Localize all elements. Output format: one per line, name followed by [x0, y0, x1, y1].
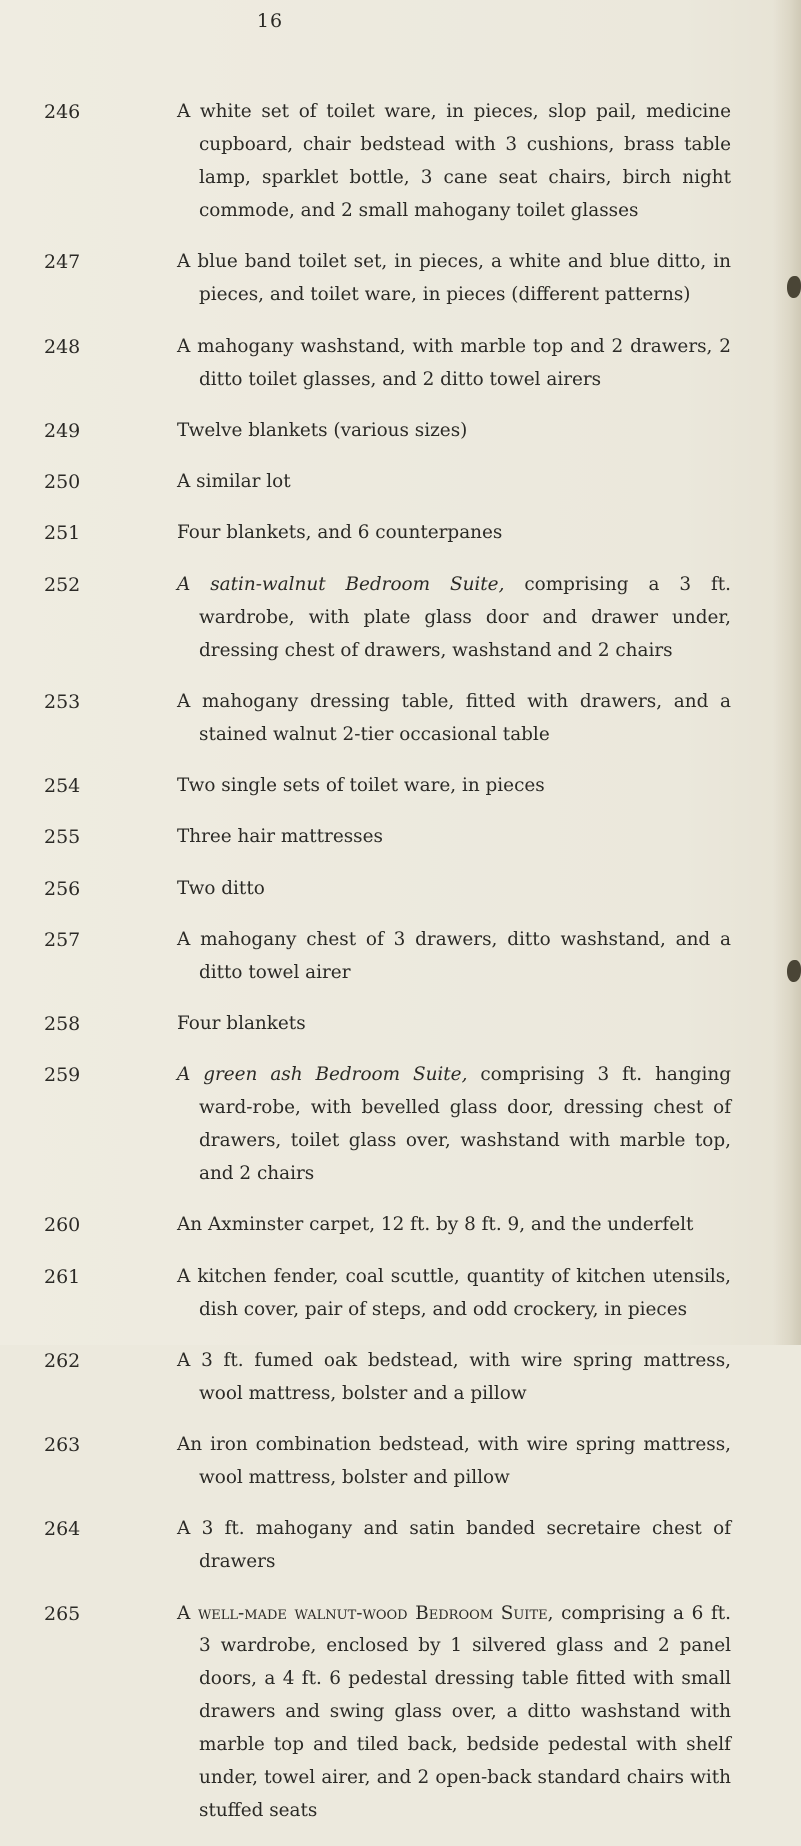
lot-number: 248 — [44, 335, 81, 358]
lot-number: 257 — [44, 928, 81, 951]
lot-number: 262 — [44, 1349, 81, 1372]
lot-number: 249 — [44, 419, 81, 442]
lot-number: 252 — [44, 573, 81, 596]
lot-text: comprising a 6 ft. 3 wardrobe, enclosed by 1 silvered glass and 2 panel doors, a 4 ft. 6 pedestal dressing table fitted with small drawers and swing glass over, a ditto washstand with marble top and tiled back, bedside pedestal with shelf under, towel airer, and 2 open-back standard chairs with stuffed seats — [199, 1602, 731, 1821]
lot-number: 265 — [44, 1602, 81, 1625]
lot-description — [177, 517, 731, 550]
lot-number: 247 — [44, 251, 81, 274]
lot-title-smallcaps: A well-made walnut-wood Bedroom Suite, — [177, 1602, 554, 1624]
lot-entry — [0, 1345, 780, 1411]
lot-description — [177, 246, 731, 312]
lot-entry — [0, 517, 780, 550]
lot-number: 263 — [44, 1434, 81, 1457]
lot-entry — [0, 246, 780, 312]
lot-text: Two single sets of toilet ware, in pieces — [177, 775, 545, 797]
lot-number: 254 — [44, 775, 81, 798]
lot-number: 251 — [44, 522, 81, 545]
lot-entry — [0, 466, 780, 499]
lot-number: 259 — [44, 1064, 81, 1087]
lot-description — [177, 1598, 731, 1828]
lot-text: Two ditto — [177, 877, 265, 899]
lot-description — [177, 873, 731, 906]
lot-number: 246 — [44, 101, 81, 124]
lot-title-italic: A satin-walnut Bedroom Suite, — [177, 573, 505, 595]
lot-description — [177, 1059, 731, 1191]
lot-entry — [0, 1598, 780, 1828]
lot-entry — [0, 686, 780, 752]
lot-description — [177, 1261, 731, 1327]
lot-text: An iron combination bedstead, with wire spring mattress, wool mattress, bolster and pillow — [177, 1434, 731, 1489]
lot-text: Four blankets — [177, 1013, 306, 1035]
lot-text: Three hair mattresses — [177, 826, 383, 848]
lot-description — [177, 1513, 731, 1579]
lot-description — [177, 1209, 731, 1242]
lot-text: A similar lot — [177, 471, 291, 493]
lot-number: 264 — [44, 1518, 81, 1541]
ink-blot — [787, 960, 801, 982]
lot-number: 256 — [44, 877, 81, 900]
lot-text: A white set of toilet ware, in pieces, slop pail, medicine cupboard, chair bedstead with 3 cushions, brass table lamp, sparklet bottle, 3 cane seat chairs, birch night commode, and 2 small mahogany toilet glasses — [177, 101, 731, 222]
lot-description — [177, 466, 731, 499]
lot-number: 260 — [44, 1214, 81, 1237]
lot-description — [177, 1008, 731, 1041]
lot-entry — [0, 415, 780, 448]
lot-entry — [0, 770, 780, 803]
ink-blot — [787, 276, 801, 298]
lot-text: A blue band toilet set, in pieces, a white and blue ditto, in pieces, and toilet ware, in pieces (different patterns) — [177, 251, 731, 306]
lot-text: comprising 3 ft. hanging ward-robe, with bevelled glass door, dressing chest of drawers, toilet glass over, washstand with marble top, and 2 chairs — [199, 1064, 732, 1185]
lot-number: 258 — [44, 1013, 81, 1036]
lot-number: 250 — [44, 471, 81, 494]
lot-text: A kitchen fender, coal scuttle, quantity of kitchen utensils, dish cover, pair of steps, and odd crockery, in pieces — [177, 1265, 731, 1320]
lot-title-italic: A green ash Bedroom Suite, — [177, 1064, 468, 1086]
lot-entry — [0, 1513, 780, 1579]
lot-description — [177, 569, 731, 668]
lot-entry — [0, 1059, 780, 1191]
lot-entry — [0, 1209, 780, 1242]
lot-description — [177, 821, 731, 854]
lot-text: Twelve blankets (various sizes) — [177, 419, 468, 441]
lot-description — [177, 770, 731, 803]
lot-text: A 3 ft. fumed oak bedstead, with wire spring mattress, wool mattress, bolster and a pillow — [177, 1349, 731, 1404]
lot-description — [177, 1345, 731, 1411]
lot-text: A 3 ft. mahogany and satin banded secretaire chest of drawers — [177, 1518, 731, 1573]
lot-entry — [0, 873, 780, 906]
lot-text: A mahogany chest of 3 drawers, ditto washstand, and a ditto towel airer — [177, 928, 731, 983]
lot-description — [177, 331, 731, 397]
lot-entry — [0, 1429, 780, 1495]
lot-entry — [0, 331, 780, 397]
lot-entry — [0, 1261, 780, 1327]
lot-text: comprising a 3 ft. wardrobe, with plate glass door and drawer under, dressing chest of drawers, washstand and 2 chairs — [199, 573, 731, 661]
lot-description — [177, 924, 731, 990]
lot-description — [177, 1429, 731, 1495]
lot-number: 253 — [44, 690, 81, 713]
lot-description — [177, 96, 731, 228]
lot-list — [0, 78, 780, 1846]
lot-entry — [0, 1008, 780, 1041]
lot-text: Four blankets, and 6 counterpanes — [177, 522, 503, 544]
lot-entry — [0, 96, 780, 228]
lot-number: 255 — [44, 826, 81, 849]
lot-entry — [0, 821, 780, 854]
page-number: 16 — [256, 10, 284, 32]
lot-entry — [0, 924, 780, 990]
lot-text: A mahogany dressing table, fitted with drawers, and a stained walnut 2-tier occasional table — [177, 690, 731, 745]
lot-text: An Axminster carpet, 12 ft. by 8 ft. 9, and the underfelt — [177, 1214, 694, 1236]
lot-description — [177, 686, 731, 752]
lot-description — [177, 415, 731, 448]
lot-number: 261 — [44, 1265, 81, 1288]
lot-entry — [0, 569, 780, 668]
lot-text: A mahogany washstand, with marble top and 2 drawers, 2 ditto toilet glasses, and 2 ditto towel airers — [177, 335, 731, 390]
